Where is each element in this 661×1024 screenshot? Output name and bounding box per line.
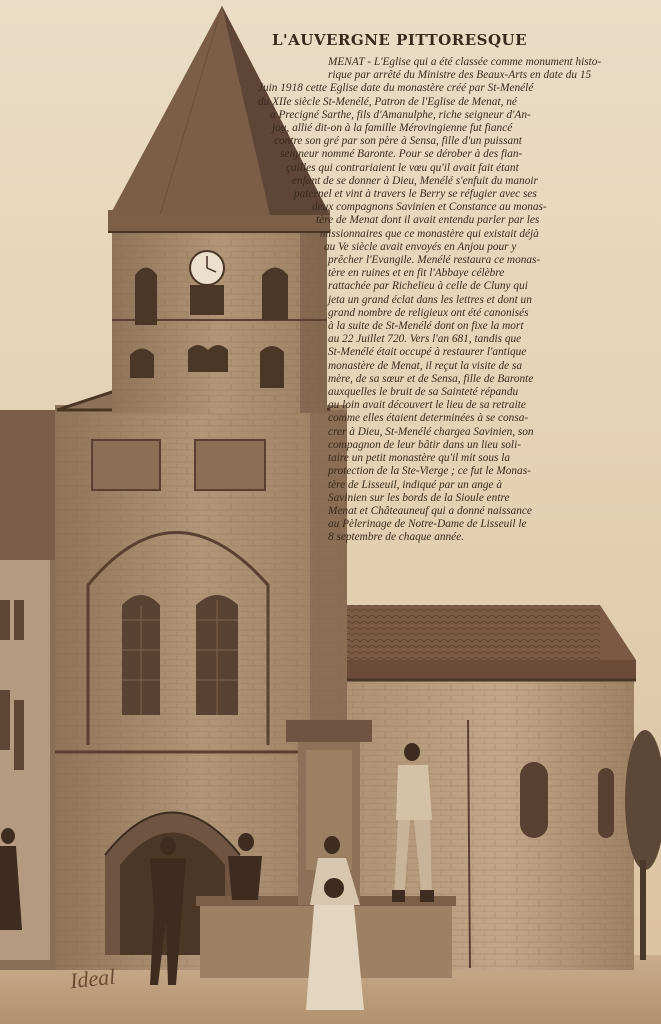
- text-line: jeta un grand éclat dans les lettres et dont un: [328, 293, 532, 306]
- text-line: au Ve siècle avait envoyés en Anjou pour y: [324, 240, 517, 253]
- signature: Ideal: [68, 963, 117, 994]
- text-line: mère, de sa sœur et de Sensa, fille de Baronte: [328, 372, 534, 385]
- text-line: tère de Menat dont il avait entendu parler par les: [316, 214, 540, 227]
- text-line: compagnon de leur bâtir dans un lieu soli-: [328, 438, 521, 451]
- postcard-title: L'AUVERGNE PITTORESQUE: [272, 31, 528, 49]
- text-line: tère de Lisseuil, indiqué par un ange à: [328, 478, 503, 491]
- text-line: enfant de se donner à Dieu, Menélé s'enfuit du manoir: [292, 174, 538, 187]
- text-line: missionnaires que ce monastère qui existait déjà: [320, 227, 539, 240]
- text-line: çailles qui contrariaient le vœu qu'il avait fait étant: [286, 161, 519, 174]
- text-line: crer à Dieu, St-Menélé chargea Savinien, son: [328, 425, 534, 438]
- text-line: a Precigné Sarthe, fils d'Amanulphe, riche seigneur d'An-: [270, 108, 531, 121]
- text-line: rique par arrêté du Ministre des Beaux-Arts en date du 15: [328, 69, 592, 82]
- text-line: jou, allié dit-on à la famille Mérovingienne fut fiancé: [272, 122, 513, 135]
- text-line: à la suite de St-Menélé dont on fixe la mort: [328, 320, 524, 333]
- text-line: tère en ruines et en fit l'Abbaye célèbre: [328, 267, 505, 280]
- clock: [190, 251, 224, 285]
- text-line: seigneur nommé Baronte. Pour se dérober à des fian-: [280, 148, 523, 161]
- text-line: MENAT - L'Eglise qui a été classée comme monument histo-: [328, 56, 602, 68]
- historical-text: [254, 56, 622, 545]
- text-line: deux compagnons Savinien et Constance au monas-: [312, 201, 547, 214]
- text-line: Savinien sur les bords de la Sioule entre: [328, 491, 510, 504]
- text-line: Juin 1918 cette Eglise date du monastère créé par St-Menélé: [258, 82, 534, 95]
- text-line: au 22 Juillet 720. Vers l'an 681, tandis que: [328, 333, 522, 346]
- text-line: paternel et vint à travers le Berry se réfugier avec ses: [294, 188, 537, 201]
- text-line: au Pèlerinage de Notre-Dame de Lisseuil le: [328, 518, 527, 531]
- text-line: protection de la Ste-Vierge ; ce fut le Monas-: [328, 465, 531, 478]
- text-line: Menat et Châteauneuf qui a donné naissance: [328, 504, 532, 517]
- text-line: du XIIe siècle St-Menélé, Patron de l'Eglise de Menat, né: [258, 95, 517, 108]
- text-line: contre son gré par son père à Sensa, fille d'un puissant: [274, 135, 522, 148]
- text-line: monastère de Menat, il reçut la visite de sa: [328, 359, 522, 372]
- text-line: au loin avait découvert le lieu de sa retraite: [328, 399, 526, 412]
- text-line: auxquelles le bruit de sa Sainteté répandu: [328, 386, 519, 399]
- text-line: 8 septembre de chaque année.: [328, 531, 465, 544]
- text-line: grand nombre de religieux ont été canonisés: [328, 306, 529, 319]
- text-line: comme elles étaient determinées à se consa-: [328, 412, 529, 425]
- text-line: prêcher l'Evangile. Menélé restaura ce monas-: [328, 254, 541, 267]
- text-line: taire un petit monastère qu'il mit sous la: [328, 452, 511, 465]
- text-line: rattachée par Richelieu à celle de Cluny qui: [328, 280, 528, 293]
- text-line: St-Menélé était occupé à restaurer l'antique: [328, 346, 527, 359]
